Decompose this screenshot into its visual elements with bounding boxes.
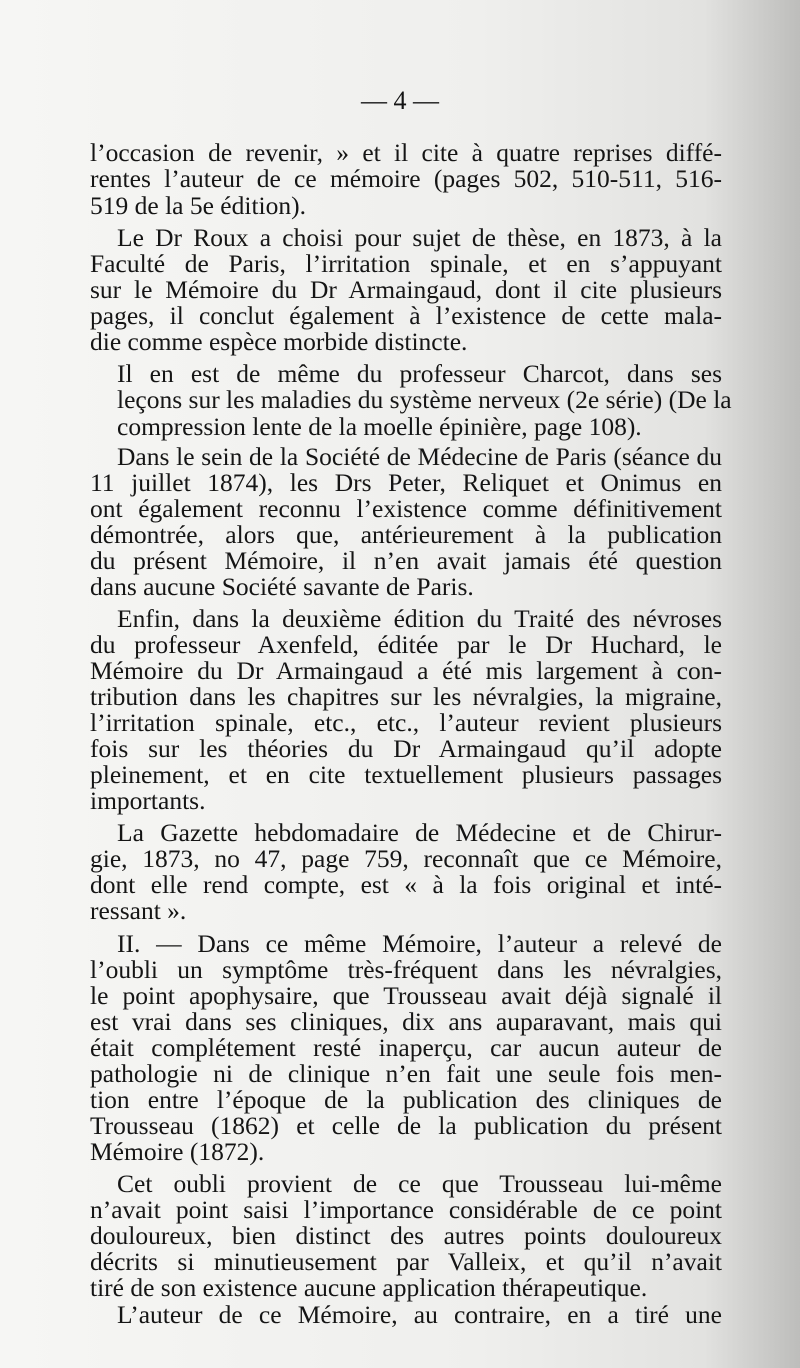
text-line: démontrée, alors que, antérieurement à la publication: [90, 520, 722, 549]
text-line: l’occasion de revenir, » et il cite à quatre reprises diffé-: [90, 138, 722, 167]
text-line: gie, 1873, no 47, page 759, reconnaît que ce Mémoire,: [90, 844, 722, 873]
text-line: La Gazette hebdomadaire de Médecine et de Chirur-: [117, 818, 722, 847]
text-line: die comme espèce morbide distincte.: [90, 327, 468, 356]
page-number: — 4 —: [361, 86, 439, 115]
text-line: décrits si minutieusement par Valleix, et qu’il n’avait: [90, 1247, 722, 1276]
text-line: ont également reconnu l’existence comme définitivement: [90, 494, 722, 523]
text-line: ressant ».: [90, 896, 187, 925]
text-line: Mémoire (1872).: [90, 1137, 265, 1166]
text-line: L’auteur de ce Mémoire, au contraire, en a tiré une: [117, 1300, 722, 1329]
text-line: Trousseau (1862) et celle de la publication du présent: [90, 1111, 722, 1140]
text-line: tion entre l’époque de la publication des cliniques de: [90, 1085, 722, 1114]
text-line: compression lente de la moelle épinière, page 108).: [117, 412, 642, 441]
text-line: l’irritation spinale, etc., etc., l’auteur revient plusieurs: [90, 708, 722, 737]
text-line: II. — Dans ce même Mémoire, l’auteur a relevé de: [117, 929, 722, 958]
text-line: pages, il conclut également à l’existence de cette mala-: [90, 301, 722, 330]
text-line: Enfin, dans la deuxième édition du Traité des névroses: [117, 604, 722, 633]
handwritten-note: ​: [418, 38, 422, 68]
text-line: fois sur les théories du Dr Armaingaud qu’il adopte: [90, 734, 722, 763]
text-line: douloureux, bien distinct des autres points douloureux: [90, 1221, 722, 1250]
text-line: Cet oubli provient de ce que Trousseau lui-même: [117, 1169, 722, 1198]
text-line: Le Dr Roux a choisi pour sujet de thèse, en 1873, à la: [117, 223, 722, 252]
text-line: Il en est de même du professeur Charcot, dans ses: [117, 359, 722, 388]
text-line: 11 juillet 1874), les Drs Peter, Reliquet et Onimus en: [90, 468, 722, 497]
text-line: importants.: [90, 786, 206, 815]
text-line: sur le Mémoire du Dr Armaingaud, dont il cite plusieurs: [90, 275, 722, 304]
text-line: dans aucune Société savante de Paris.: [90, 572, 474, 601]
text-line: tiré de son existence aucune application thérapeutique.: [90, 1273, 648, 1302]
text-line: 519 de la 5e édition).: [90, 191, 306, 220]
text-line: rentes l’auteur de ce mémoire (pages 502, 510-511, 516-: [90, 164, 722, 193]
text-line: dont elle rend compte, est « à la fois original et inté-: [90, 870, 722, 899]
text-line: l’oubli un symptôme très-fréquent dans les névralgies,: [90, 955, 722, 984]
text-line: est vrai dans ses cliniques, dix ans auparavant, mais qui: [90, 1007, 722, 1036]
text-line: du professeur Axenfeld, éditée par le Dr Huchard, le: [90, 630, 722, 659]
text-line: pleinement, et en cite textuellement plusieurs passages: [90, 760, 722, 789]
text-line: leçons sur les maladies du système nerveux (2e série) (De la: [117, 385, 732, 414]
text-line: n’avait point saisi l’importance considérable de ce point: [90, 1195, 722, 1224]
text-line: Faculté de Paris, l’irritation spinale, et en s’appuyant: [90, 249, 722, 278]
text-line: Mémoire du Dr Armaingaud a été mis largement à con-: [90, 656, 722, 685]
text-line: Dans le sein de la Société de Médecine de Paris (séance du: [117, 442, 722, 471]
text-line: du présent Mémoire, il n’en avait jamais été question: [90, 546, 722, 575]
text-line: le point apophysaire, que Trousseau avait déjà signalé il: [90, 981, 722, 1010]
text-line: tribution dans les chapitres sur les névralgies, la migraine,: [90, 682, 722, 711]
text-line: pathologie ni de clinique n’en fait une seule fois men-: [90, 1059, 722, 1088]
text-line: était complétement resté inaperçu, car aucun auteur de: [90, 1033, 722, 1062]
